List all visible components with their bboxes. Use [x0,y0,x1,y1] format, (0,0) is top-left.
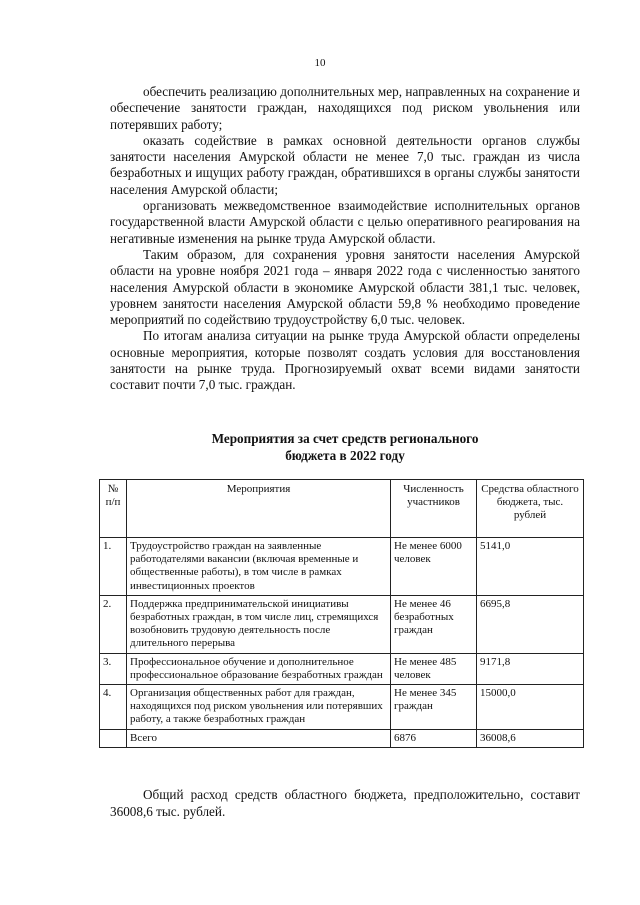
row-budget: 9171,8 [477,653,584,684]
row-num: 1. [100,538,127,596]
paragraph-analysis-results: По итогам анализа ситуации на рынке труда Амурской области определены основные мероприятия, которые позволят создать условия для восстановления занятости на рынке труда. Прогнозируемый охват всеми видами занятости составит почти 7,0 тыс. граждан. [110,328,580,393]
row-measure: Поддержка предпринимательской инициативы безработных граждан, в том числе лиц, стремящихся возобновить трудовую деятельность после длительного перерыва [127,595,391,653]
header-budget: Средства областного бюджета, тыс. рублей [477,480,584,538]
table-title-line-2: бюджета в 2022 году [285,448,405,463]
paragraph-measures-jobs: обеспечить реализацию дополнительных мер, направленных на сохранение и обеспечение занятости граждан, находящихся под риском увольнения или потерявших работу; [110,84,580,132]
table-row [100,653,584,684]
table-total-row [100,729,584,747]
total-num [100,729,127,747]
header-num: № п/п [100,480,127,538]
paragraph-employment-level: Таким образом, для сохранения уровня занятости населения Амурской области на уровне ноября 2021 года – января 2022 года с численностью занятого населения Амурской области в экономике Амурской области 381,1 тыс. человек, уровнем занятости населения Амурской области 59,8 % необходимо проведение мероприятий по содействию трудоустройству 6,0 тыс. человек. [110,246,580,328]
row-measure: Профессиональное обучение и дополнительное профессиональное образование безработных граждан [127,653,391,684]
row-measure: Трудоустройство граждан на заявленные работодателями вакансии (включая временные и общественные работы), в том числе в рамках инвестиционных проектов [127,538,391,596]
paragraph-interagency-cooperation: организовать межведомственное взаимодействие исполнительных органов государственной власти Амурской области с целью оперативного реагирования на негативные изменения на рынке труда Амурской области. [110,198,580,246]
row-budget: 5141,0 [477,538,584,596]
row-num: 3. [100,653,127,684]
page-number: 10 [314,57,326,69]
total-participants: 6876 [391,729,477,747]
total-label: Всего [127,729,391,747]
row-participants: Не менее 46 безработных граждан [391,595,477,653]
table-title [110,430,580,464]
table-row [100,595,584,653]
row-participants: Не менее 345 граждан [391,685,477,730]
measures-table [99,479,584,748]
header-measure: Мероприятия [127,480,391,538]
total-budget: 36008,6 [477,729,584,747]
row-measure: Организация общественных работ для граждан, находящихся под риском увольнения или потерявших работу, а также безработных граждан [127,685,391,730]
table-row [100,685,584,730]
row-budget: 6695,8 [477,595,584,653]
header-participants: Численность участников [391,480,477,538]
row-participants: Не менее 6000 человек [391,538,477,596]
closing-paragraph: Общий расход средств областного бюджета, предположительно, составит 36008,6 тыс. рублей. [110,787,580,819]
row-num: 2. [100,595,127,653]
table-title-line-1: Мероприятия за счет средств регионального [211,431,479,446]
body-text [110,84,580,394]
table-header-row [100,480,584,538]
table-row [100,538,584,596]
row-budget: 15000,0 [477,685,584,730]
row-participants: Не менее 485 человек [391,653,477,684]
paragraph-employment-assistance: оказать содействие в рамках основной деятельности органов службы занятости населения Амурской области не менее 7,0 тыс. граждан из числа безработных и ищущих работу граждан, обратившихся в органы службы занятости населения Амурской области; [110,132,580,197]
row-num: 4. [100,685,127,730]
